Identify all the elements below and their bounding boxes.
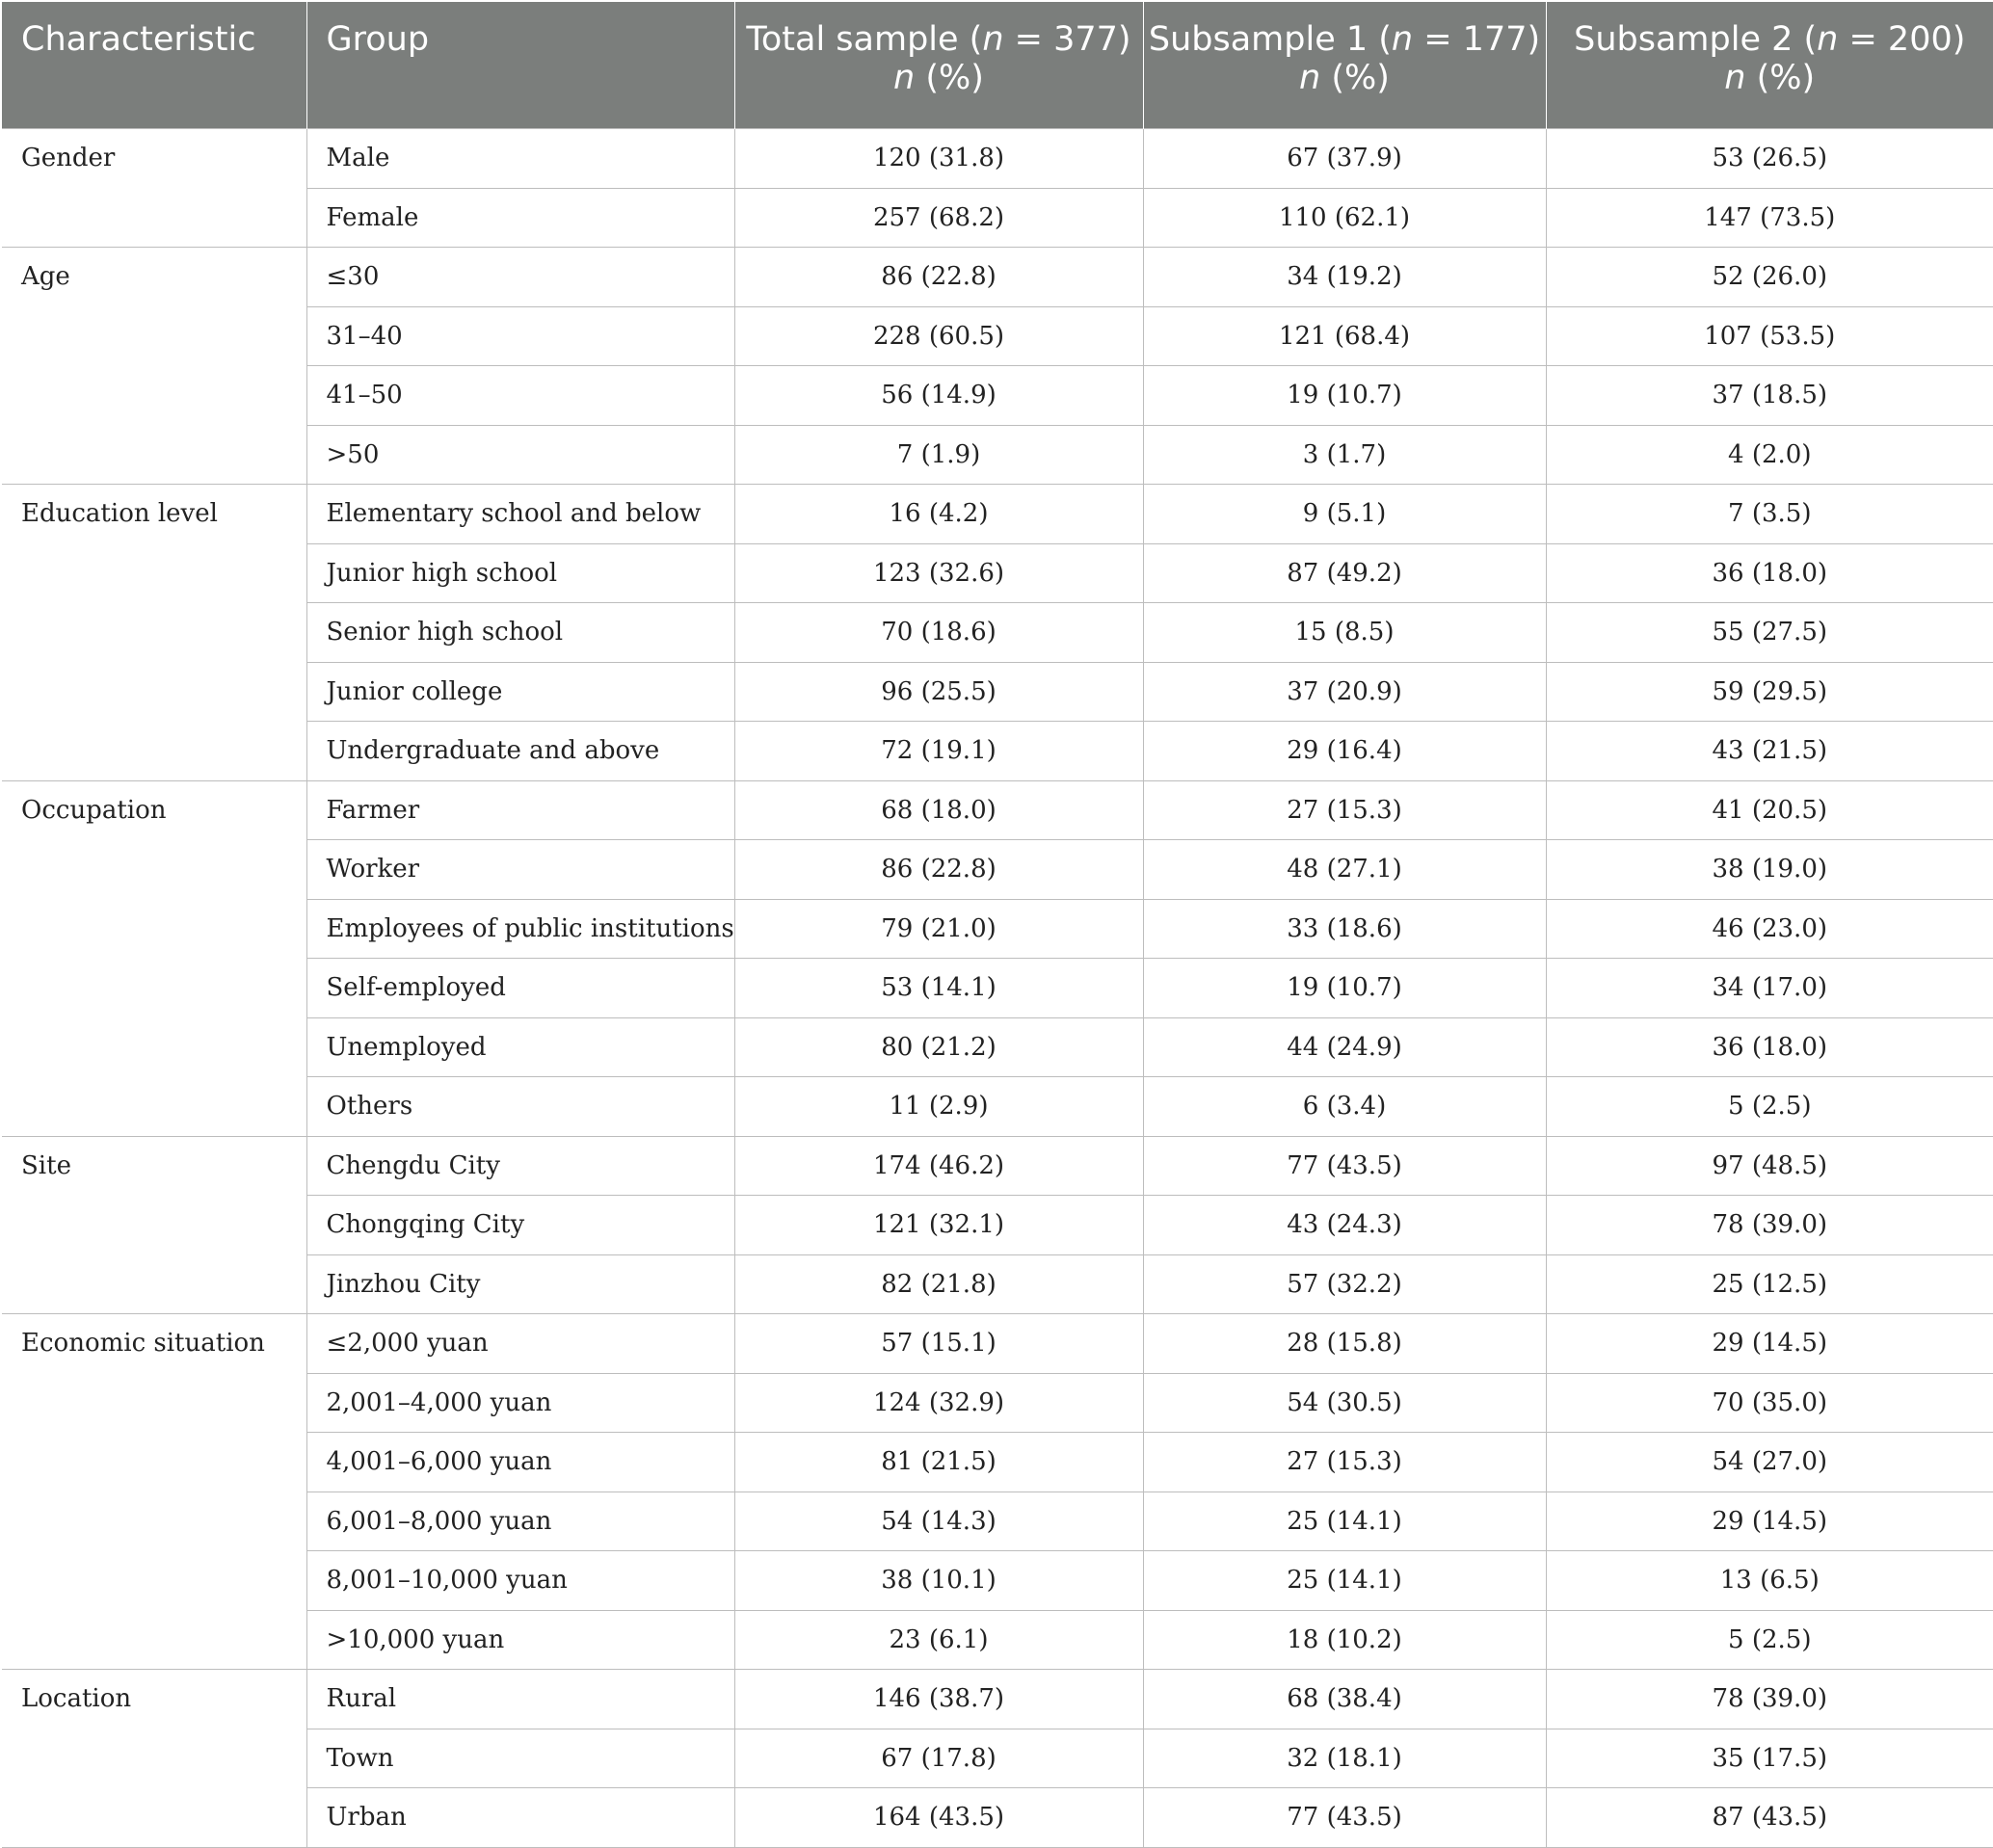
group-cell: Junior high school	[306, 543, 734, 603]
subsample-1-cell: 19 (10.7)	[1143, 959, 1546, 1018]
total-sample-cell: 146 (38.7)	[734, 1670, 1143, 1729]
subsample-1-cell: 68 (38.4)	[1143, 1670, 1546, 1729]
table-row	[2, 129, 1993, 189]
group-cell: Junior college	[306, 662, 734, 722]
group-cell: Employees of public institutions	[306, 899, 734, 959]
header-sub1-sub-pct: (%)	[1320, 59, 1390, 97]
subsample-1-cell: 67 (37.9)	[1143, 129, 1546, 189]
header-sub2-pre: Subsample 2 (	[1574, 20, 1818, 59]
header-sub2-sub-pct: (%)	[1745, 59, 1816, 97]
subsample-2-cell: 35 (17.5)	[1546, 1729, 1993, 1788]
total-sample-cell: 23 (6.1)	[734, 1610, 1143, 1670]
characteristic-cell: Occupation	[2, 780, 306, 1136]
group-cell: 4,001–6,000 yuan	[306, 1433, 734, 1492]
table-row	[2, 780, 1993, 840]
subsample-2-cell: 25 (12.5)	[1546, 1254, 1993, 1314]
table-body	[2, 129, 1993, 1848]
subsample-1-cell: 27 (15.3)	[1143, 1433, 1546, 1492]
group-cell: Senior high school	[306, 603, 734, 663]
demographics-table	[2, 2, 1993, 1848]
group-cell: Rural	[306, 1670, 734, 1729]
subsample-2-cell: 78 (39.0)	[1546, 1196, 1993, 1255]
total-sample-cell: 124 (32.9)	[734, 1373, 1143, 1433]
header-sub1-sub-n: n	[1299, 59, 1321, 97]
table-row	[2, 1314, 1993, 1374]
header-subsample-2	[1546, 2, 1993, 129]
header-total-sub-n: n	[893, 59, 916, 97]
group-cell: Chengdu City	[306, 1136, 734, 1196]
subsample-1-cell: 77 (43.5)	[1143, 1136, 1546, 1196]
group-cell: 2,001–4,000 yuan	[306, 1373, 734, 1433]
total-sample-cell: 54 (14.3)	[734, 1492, 1143, 1551]
subsample-1-cell: 25 (14.1)	[1143, 1551, 1546, 1611]
header-sub1-pre: Subsample 1 (	[1148, 20, 1392, 59]
group-cell: Worker	[306, 840, 734, 900]
group-cell: ≤30	[306, 248, 734, 307]
group-cell: >50	[306, 425, 734, 485]
subsample-2-cell: 59 (29.5)	[1546, 662, 1993, 722]
group-cell: Farmer	[306, 780, 734, 840]
subsample-2-cell: 29 (14.5)	[1546, 1314, 1993, 1374]
group-cell: ≤2,000 yuan	[306, 1314, 734, 1374]
total-sample-cell: 228 (60.5)	[734, 306, 1143, 366]
subsample-1-cell: 77 (43.5)	[1143, 1788, 1546, 1848]
subsample-2-cell: 38 (19.0)	[1546, 840, 1993, 900]
header-sub2-post: = 200)	[1838, 20, 1966, 59]
table-row	[2, 485, 1993, 544]
subsample-1-cell: 29 (16.4)	[1143, 722, 1546, 781]
subsample-1-cell: 110 (62.1)	[1143, 188, 1546, 248]
header-total-pre: Total sample (	[746, 20, 983, 59]
subsample-1-cell: 34 (19.2)	[1143, 248, 1546, 307]
subsample-1-cell: 25 (14.1)	[1143, 1492, 1546, 1551]
subsample-1-cell: 15 (8.5)	[1143, 603, 1546, 663]
group-cell: 31–40	[306, 306, 734, 366]
total-sample-cell: 120 (31.8)	[734, 129, 1143, 189]
subsample-1-cell: 28 (15.8)	[1143, 1314, 1546, 1374]
group-cell: 41–50	[306, 366, 734, 426]
total-sample-cell: 67 (17.8)	[734, 1729, 1143, 1788]
subsample-2-cell: 41 (20.5)	[1546, 780, 1993, 840]
total-sample-cell: 86 (22.8)	[734, 840, 1143, 900]
subsample-1-cell: 87 (49.2)	[1143, 543, 1546, 603]
total-sample-cell: 7 (1.9)	[734, 425, 1143, 485]
total-sample-cell: 80 (21.2)	[734, 1017, 1143, 1077]
total-sample-cell: 79 (21.0)	[734, 899, 1143, 959]
subsample-2-cell: 54 (27.0)	[1546, 1433, 1993, 1492]
characteristic-cell: Location	[2, 1670, 306, 1848]
characteristic-cell: Site	[2, 1136, 306, 1314]
total-sample-cell: 82 (21.8)	[734, 1254, 1143, 1314]
total-sample-cell: 257 (68.2)	[734, 188, 1143, 248]
total-sample-cell: 68 (18.0)	[734, 780, 1143, 840]
subsample-2-cell: 87 (43.5)	[1546, 1788, 1993, 1848]
group-cell: Urban	[306, 1788, 734, 1848]
header-total-post: = 377)	[1003, 20, 1131, 59]
header-total-sample	[734, 2, 1143, 129]
subsample-1-cell: 43 (24.3)	[1143, 1196, 1546, 1255]
subsample-2-cell: 107 (53.5)	[1546, 306, 1993, 366]
header-total-sub-pct: (%)	[915, 59, 984, 97]
subsample-1-cell: 33 (18.6)	[1143, 899, 1546, 959]
header-group: Group	[306, 2, 734, 129]
group-cell: Jinzhou City	[306, 1254, 734, 1314]
subsample-1-cell: 57 (32.2)	[1143, 1254, 1546, 1314]
group-cell: Chongqing City	[306, 1196, 734, 1255]
subsample-1-cell: 48 (27.1)	[1143, 840, 1546, 900]
header-sub1-post: = 177)	[1413, 20, 1541, 59]
subsample-2-cell: 55 (27.5)	[1546, 603, 1993, 663]
group-cell: Self-employed	[306, 959, 734, 1018]
total-sample-cell: 38 (10.1)	[734, 1551, 1143, 1611]
subsample-2-cell: 36 (18.0)	[1546, 543, 1993, 603]
subsample-1-cell: 121 (68.4)	[1143, 306, 1546, 366]
total-sample-cell: 96 (25.5)	[734, 662, 1143, 722]
subsample-1-cell: 3 (1.7)	[1143, 425, 1546, 485]
total-sample-cell: 53 (14.1)	[734, 959, 1143, 1018]
total-sample-cell: 81 (21.5)	[734, 1433, 1143, 1492]
group-cell: Female	[306, 188, 734, 248]
table-row	[2, 1136, 1993, 1196]
total-sample-cell: 123 (32.6)	[734, 543, 1143, 603]
header-subsample-1	[1143, 2, 1546, 129]
subsample-1-cell: 9 (5.1)	[1143, 485, 1546, 544]
subsample-2-cell: 37 (18.5)	[1546, 366, 1993, 426]
subsample-1-cell: 6 (3.4)	[1143, 1077, 1546, 1137]
characteristic-cell: Gender	[2, 129, 306, 248]
table-header	[2, 2, 1993, 129]
group-cell: 8,001–10,000 yuan	[306, 1551, 734, 1611]
total-sample-cell: 11 (2.9)	[734, 1077, 1143, 1137]
total-sample-cell: 121 (32.1)	[734, 1196, 1143, 1255]
subsample-1-cell: 18 (10.2)	[1143, 1610, 1546, 1670]
characteristic-cell: Age	[2, 248, 306, 485]
subsample-1-cell: 54 (30.5)	[1143, 1373, 1546, 1433]
subsample-1-cell: 37 (20.9)	[1143, 662, 1546, 722]
group-cell: Unemployed	[306, 1017, 734, 1077]
subsample-2-cell: 5 (2.5)	[1546, 1077, 1993, 1137]
group-cell: Undergraduate and above	[306, 722, 734, 781]
subsample-2-cell: 78 (39.0)	[1546, 1670, 1993, 1729]
subsample-2-cell: 4 (2.0)	[1546, 425, 1993, 485]
characteristic-cell: Economic situation	[2, 1314, 306, 1670]
header-sub2-sub-n: n	[1724, 59, 1746, 97]
group-cell: Male	[306, 129, 734, 189]
header-sub2-n: n	[1817, 20, 1839, 59]
subsample-2-cell: 97 (48.5)	[1546, 1136, 1993, 1196]
characteristic-cell: Education level	[2, 485, 306, 781]
subsample-2-cell: 46 (23.0)	[1546, 899, 1993, 959]
header-row	[2, 2, 1993, 129]
group-cell: 6,001–8,000 yuan	[306, 1492, 734, 1551]
subsample-2-cell: 29 (14.5)	[1546, 1492, 1993, 1551]
subsample-2-cell: 13 (6.5)	[1546, 1551, 1993, 1611]
header-characteristic: Characteristic	[2, 2, 306, 129]
subsample-2-cell: 43 (21.5)	[1546, 722, 1993, 781]
total-sample-cell: 174 (46.2)	[734, 1136, 1143, 1196]
subsample-2-cell: 147 (73.5)	[1546, 188, 1993, 248]
table-row	[2, 1670, 1993, 1729]
total-sample-cell: 70 (18.6)	[734, 603, 1143, 663]
group-cell: Others	[306, 1077, 734, 1137]
header-sub1-n: n	[1391, 20, 1414, 59]
subsample-1-cell: 44 (24.9)	[1143, 1017, 1546, 1077]
subsample-1-cell: 32 (18.1)	[1143, 1729, 1546, 1788]
subsample-2-cell: 5 (2.5)	[1546, 1610, 1993, 1670]
group-cell: Elementary school and below	[306, 485, 734, 544]
subsample-1-cell: 19 (10.7)	[1143, 366, 1546, 426]
subsample-2-cell: 7 (3.5)	[1546, 485, 1993, 544]
subsample-2-cell: 36 (18.0)	[1546, 1017, 1993, 1077]
subsample-2-cell: 34 (17.0)	[1546, 959, 1993, 1018]
total-sample-cell: 56 (14.9)	[734, 366, 1143, 426]
subsample-2-cell: 52 (26.0)	[1546, 248, 1993, 307]
group-cell: Town	[306, 1729, 734, 1788]
total-sample-cell: 57 (15.1)	[734, 1314, 1143, 1374]
header-total-n: n	[982, 20, 1004, 59]
total-sample-cell: 164 (43.5)	[734, 1788, 1143, 1848]
table-row	[2, 248, 1993, 307]
total-sample-cell: 86 (22.8)	[734, 248, 1143, 307]
group-cell: >10,000 yuan	[306, 1610, 734, 1670]
subsample-2-cell: 53 (26.5)	[1546, 129, 1993, 189]
total-sample-cell: 16 (4.2)	[734, 485, 1143, 544]
total-sample-cell: 72 (19.1)	[734, 722, 1143, 781]
subsample-1-cell: 27 (15.3)	[1143, 780, 1546, 840]
subsample-2-cell: 70 (35.0)	[1546, 1373, 1993, 1433]
